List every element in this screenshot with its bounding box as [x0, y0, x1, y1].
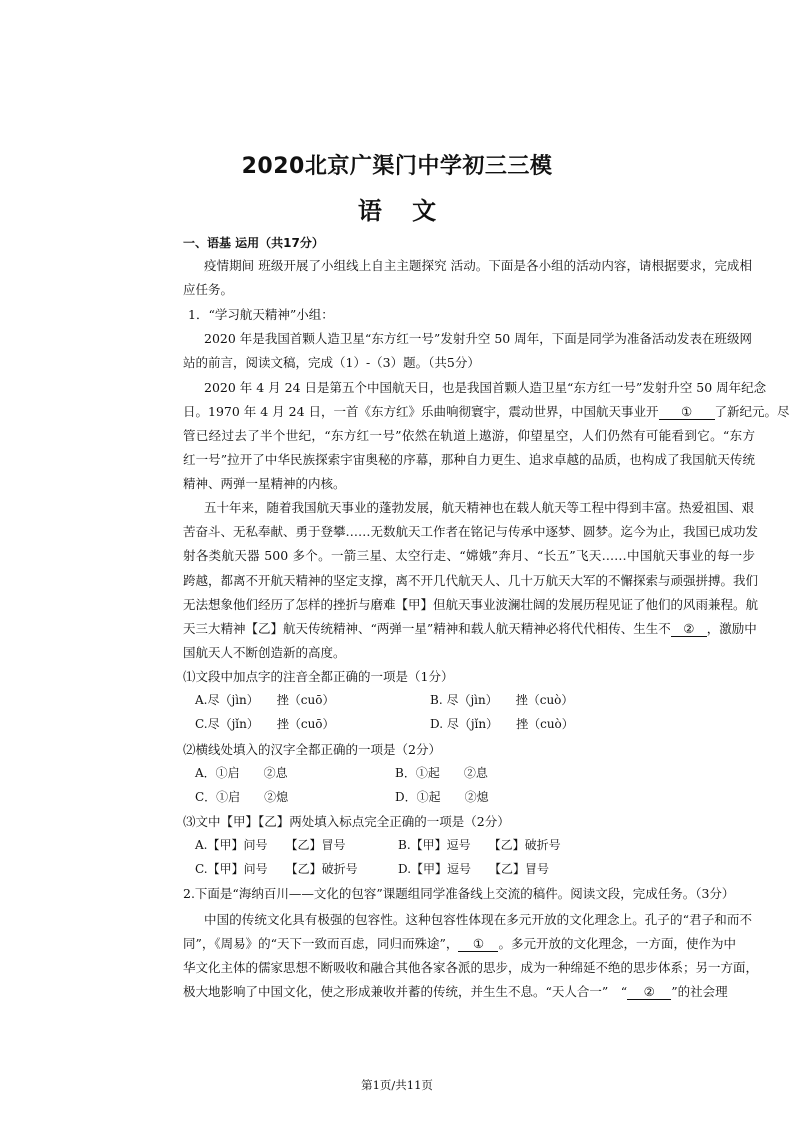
passage-p2-line-3: 射各类航天器 500 多个。一箭三星、太空行走、“嫦娥”奔月、“长五”飞天……中国航天事业的每一步	[183, 548, 755, 563]
passage-p2-line-7: 国航天人不断创造新的高度。	[183, 645, 346, 660]
sub1-option-d[interactable]: D. 尽（jǐn） 挫（cuò）	[430, 717, 574, 731]
sub3-option-a[interactable]: A.【甲】问号 【乙】冒号	[195, 838, 346, 852]
passage-p2-line-6	[183, 619, 755, 637]
sub3-option-b[interactable]: B.【甲】逗号 【乙】破折号	[398, 838, 561, 852]
q2-line-2-text-a: 同”，《周易》的“天下一致而百虑，同归而殊途”，	[183, 936, 459, 951]
blank-3: ①	[458, 936, 498, 952]
q1-lead-1: 2020 年是我国首颗人造卫星“东方红一号”发射升空 50 周年，下面是同学为准备活动发表在班级网	[204, 331, 752, 346]
sub2-option-a[interactable]: A．①启 ②息	[195, 766, 288, 780]
passage-p1-line-3: 管已经过去了半个世纪，“东方红一号”依然在轨道上遨游，仰望星空，人们仍然有可能看到它。“东方	[183, 428, 755, 443]
q1-lead-2: 站的前言，阅读文稿，完成（1）-（3）题。（共5分）	[183, 355, 480, 370]
q2-line-4-text-b: ”的社会理	[671, 984, 728, 999]
q2-line-1: 中国的传统文化具有极强的包容性。这种包容性体现在多元开放的文化理念上。孔子的“君子和而不	[204, 912, 752, 927]
q2-line-4-text-a: 极大地影响了中国文化，使之形成兼收并蓄的传统，并生生不息。“天人合一” “	[183, 984, 628, 999]
blank-4: ②	[627, 984, 671, 1000]
passage-p2-line-4: 跨越，都离不开航天精神的坚定支撑，离不开几代航天人、几十万航天大军的不懈探索与顽强拼搏。我们	[183, 573, 759, 588]
exam-title: 2020北京广渠门中学初三三模	[241, 154, 553, 179]
sub3-stem: ⑶文中【甲】【乙】两处填入标点完全正确的一项是（2分）	[183, 814, 510, 829]
passage-p1-line-2-text-b: 了新纪元。尽	[714, 404, 790, 419]
passage-p2-line-6-text-a: 天三大精神【乙】航天传统精神、“两弹一星”精神和载人航天精神必将代代相传、生生不	[183, 621, 671, 636]
sub2-option-c[interactable]: C．①启 ②熄	[195, 790, 289, 804]
sub2-option-d[interactable]: D．①起 ②熄	[395, 790, 489, 804]
q2-line-2-text-b: 。多元开放的文化理念，一方面，使作为中	[498, 936, 736, 951]
sub1-option-b[interactable]: B. 尽（jìn） 挫（cuò）	[430, 693, 574, 707]
sub2-stem: ⑵横线处填入的汉字全都正确的一项是（2分）	[183, 742, 441, 757]
q2-stem: 2.下面是“海纳百川——文化的包容”课题组同学准备线上交流的稿件。阅读文段，完成任务。（3分）	[183, 886, 735, 901]
sub3-option-c[interactable]: C.【甲】问号 【乙】破折号	[195, 862, 358, 876]
passage-p2-line-5: 无法想象他们经历了怎样的挫折与磨难【甲】但航天事业波澜壮阔的发展历程见证了他们的风雨兼程。航	[183, 597, 759, 612]
sub1-stem: ⑴文段中加点字的注音全都正确的一项是（1分）	[183, 669, 454, 684]
sub3-option-d[interactable]: D.【甲】逗号 【乙】冒号	[398, 862, 550, 876]
passage-p1-line-4: 红一号”拉开了中华民族探索宇宙奥秘的序幕，那种自力更生、追求卓越的品质，也构成了我国航天传统	[183, 452, 755, 467]
sub2-option-b[interactable]: B．①起 ②息	[395, 766, 488, 780]
sub1-option-c[interactable]: C.尽（jǐn） 挫（cuō）	[195, 717, 335, 731]
passage-p2-line-6-text-b: ，激励中	[706, 621, 757, 636]
blank-1: ①	[659, 404, 715, 420]
sub1-option-a[interactable]: A.尽（jìn） 挫（cuō）	[195, 693, 335, 707]
subject-title: 语 文	[357, 197, 437, 225]
passage-p1-line-2-text-a: 日。1970 年 4 月 24 日，一首《东方红》乐曲响彻寰宇，震动世界，中国航天事业开	[183, 404, 659, 419]
passage-p1-line-2	[183, 402, 790, 420]
intro-line-1: 疫情期间 班级开展了小组线上自主主题探究 活动。下面是各小组的活动内容，请根据要求，完成相	[204, 258, 752, 273]
q2-line-4	[183, 982, 755, 1000]
page-number: 第1页/共11页	[361, 1078, 433, 1092]
q2-line-2	[183, 934, 755, 952]
blank-2: ②	[671, 621, 707, 637]
passage-p1-line-1: 2020 年 4 月 24 日是第五个中国航天日，也是我国首颗人造卫星“东方红一号”发射升空 50 周年纪念	[204, 380, 767, 395]
q2-line-3: 华文化主体的儒家思想不断吸收和融合其他各家各派的思步，成为一种绵延不绝的思步体系；另一方面，	[183, 960, 759, 975]
section-heading: 一、语基 运用（共17分）	[183, 236, 324, 250]
passage-p2-line-1: 五十年来，随着我国航天事业的蓬勃发展，航天精神也在载人航天等工程中得到丰富。热爱祖国、艰	[204, 500, 755, 515]
passage-p1-line-5: 精神、两弹一星精神的内核。	[183, 476, 346, 491]
q1-group: 1．“学习航天精神”小组：	[188, 307, 334, 322]
intro-line-2: 应任务。	[183, 282, 234, 297]
passage-p2-line-2: 苦奋斗、无私奉献、勇于登攀……无数航天工作者在铭记与传承中逐梦、圆梦。迄今为止，我国已成功发	[183, 524, 759, 539]
